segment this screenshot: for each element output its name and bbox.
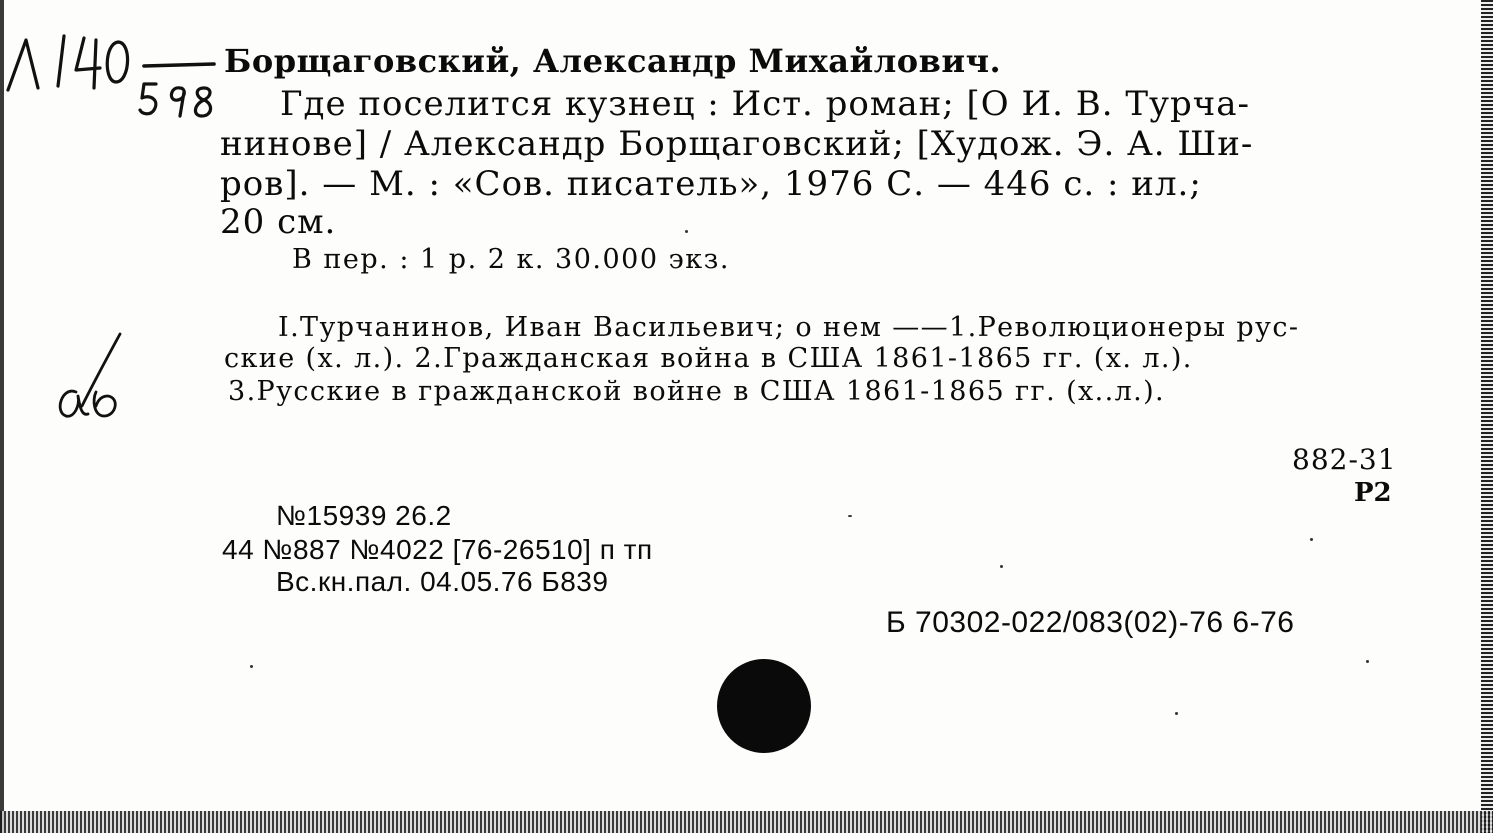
card-right-edge bbox=[1481, 0, 1493, 833]
scan-speck bbox=[1366, 660, 1369, 663]
scan-speck bbox=[250, 665, 253, 668]
meta-line: 44 №887 №4022 [76-26510] п тп bbox=[222, 534, 653, 565]
description-line: ров]. — М. : «Сов. писатель», 1976 С. — 446 с. : ил.; bbox=[220, 164, 1202, 204]
classification-main: 882-31 bbox=[1292, 443, 1397, 476]
index-code: Б 70302-022/083(02)-76 6-76 bbox=[886, 606, 1295, 639]
meta-line: №15939 26.2 bbox=[276, 500, 452, 531]
handwritten-mark bbox=[44, 326, 134, 430]
description-line: 20 см. bbox=[220, 202, 337, 242]
scan-speck bbox=[1310, 538, 1313, 541]
classification-sub: Р2 bbox=[1354, 478, 1392, 508]
scan-speck bbox=[1000, 565, 1003, 568]
description-line: нинове] / Александр Борщаговский; [Худож. Э. А. Ши- bbox=[220, 124, 1254, 164]
card-bottom-edge bbox=[0, 811, 1493, 833]
subject-line: I.Турчанинов, Иван Васильевич; о нем ——1.Революционеры рус- bbox=[278, 312, 1300, 343]
price-line: В пер. : 1 р. 2 к. 30.000 экз. bbox=[292, 244, 730, 275]
handwritten-call-number bbox=[0, 18, 230, 118]
author-heading: Борщаговский, Александр Михайлович. bbox=[224, 42, 1002, 80]
subject-line: 3.Русские в гражданской войне в США 1861-1865 гг. (х..л.). bbox=[228, 376, 1166, 407]
description-line: Где поселится кузнец : Ист. роман; [О И. В. Турча- bbox=[280, 84, 1251, 124]
card-left-edge bbox=[0, 0, 4, 833]
scan-speck bbox=[1175, 712, 1178, 715]
scan-speck bbox=[848, 515, 852, 517]
scan-speck bbox=[685, 230, 688, 233]
punch-hole bbox=[717, 659, 811, 753]
subject-line: ские (х. л.). 2.Гражданская война в США 1861-1865 гг. (х. л.). bbox=[224, 343, 1193, 374]
meta-line: Вс.кн.пал. 04.05.76 Б839 bbox=[276, 566, 609, 597]
